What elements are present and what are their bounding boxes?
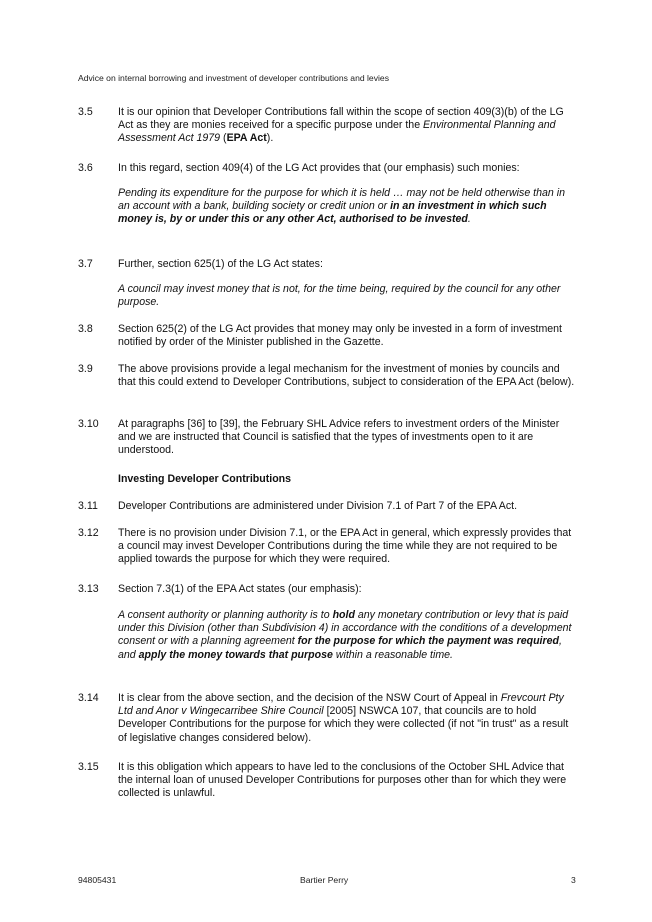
paragraph-text: It is clear from the above section, and the decision of the NSW Court of Appeal in Frevcourt Pty Ltd and Anor v Wingecarribee Shire Council [2005] NSWCA 107, that councils are to hold Developer Contributions for the purpose for which they were collected (if not "in trust" as a result of legislative changes considered below). xyxy=(118,692,569,744)
paragraph-number: 3.13 xyxy=(78,583,99,595)
paragraph-number: 3.9 xyxy=(78,363,93,375)
paragraph-text: There is no provision under Division 7.1, or the EPA Act in general, which expressly provides that a council may invest Developer Contributions during the time while they are not required to be applied towards the purpose for which they were required. xyxy=(118,527,572,566)
section-heading: Investing Developer Contributions xyxy=(118,473,292,485)
footer-page-number: 3 xyxy=(571,875,576,885)
paragraph-text: At paragraphs [36] to [39], the February SHL Advice refers to investment orders of the Minister and we are instructed that Council is satisfied that the types of investments open to it are understood. xyxy=(118,418,560,457)
quote-3-13: A consent authority or planning authority is to hold any monetary contribution or levy that is paid under this Division (other than Subdivision 4) in accordance with the conditions of a development consent or with a planning agreement for the purpose for which the payment was required, and apply the money towards that purpose within a reasonable time. xyxy=(118,609,572,661)
paragraph-number: 3.7 xyxy=(78,258,93,270)
paragraph-3-8 xyxy=(78,323,578,349)
paragraph-number: 3.6 xyxy=(78,162,93,174)
quote-3-7: A council may invest money that is not, for the time being, required by the council for any other purpose. xyxy=(118,283,561,309)
paragraph-3-9 xyxy=(78,363,578,389)
paragraph-number: 3.5 xyxy=(78,106,93,118)
paragraph-3-15 xyxy=(78,761,578,801)
paragraph-number: 3.11 xyxy=(78,500,98,512)
paragraph-number: 3.8 xyxy=(78,323,93,335)
paragraph-3-14 xyxy=(78,692,578,745)
paragraph-3-7 xyxy=(78,258,578,271)
paragraph-number: 3.15 xyxy=(78,761,99,773)
paragraph-text: Section 625(2) of the LG Act provides that money may only be invested in a form of investment notified by order of the Minister published in the Gazette. xyxy=(118,323,562,349)
paragraph-3-5 xyxy=(78,106,578,146)
paragraph-text: Further, section 625(1) of the LG Act states: xyxy=(118,258,323,270)
paragraph-text: It is this obligation which appears to have led to the conclusions of the October SHL Advice that the internal loan of unused Developer Contributions for purposes other than for which they were collected is unlawful. xyxy=(118,761,567,800)
paragraph-text: It is our opinion that Developer Contributions fall within the scope of section 409(3)(b) of the LG Act as they are monies received for a specific purpose under the Environmental Planning and Assessment Act 1979 (EPA Act). xyxy=(118,106,564,145)
paragraph-3-12 xyxy=(78,527,578,567)
running-header: Advice on internal borrowing and investment of developer contributions and levies xyxy=(78,73,389,83)
paragraph-text: Developer Contributions are administered under Division 7.1 of Part 7 of the EPA Act. xyxy=(118,500,518,512)
paragraph-3-13 xyxy=(78,583,578,596)
paragraph-number: 3.14 xyxy=(78,692,99,704)
footer-doc-id: 94805431 xyxy=(78,875,117,885)
paragraph-text: In this regard, section 409(4) of the LG Act provides that (our emphasis) such monies: xyxy=(118,162,520,174)
quote-3-6: Pending its expenditure for the purpose for which it is held … may not be held otherwise than in an account with a bank, building society or credit union or in an investment in which such money is, by or under this or any other Act, authorised to be invested. xyxy=(118,187,565,226)
paragraph-text: Section 7.3(1) of the EPA Act states (our emphasis): xyxy=(118,583,362,595)
paragraph-3-10 xyxy=(78,418,578,458)
paragraph-number: 3.12 xyxy=(78,527,99,539)
paragraph-3-11 xyxy=(78,500,578,513)
footer-firm: Bartier Perry xyxy=(300,875,349,885)
paragraph-number: 3.10 xyxy=(78,418,99,430)
paragraph-text: The above provisions provide a legal mechanism for the investment of monies by councils and that this could extend to Developer Contributions, subject to consideration of the EPA Act (below). xyxy=(118,363,575,389)
paragraph-3-6 xyxy=(78,162,578,175)
